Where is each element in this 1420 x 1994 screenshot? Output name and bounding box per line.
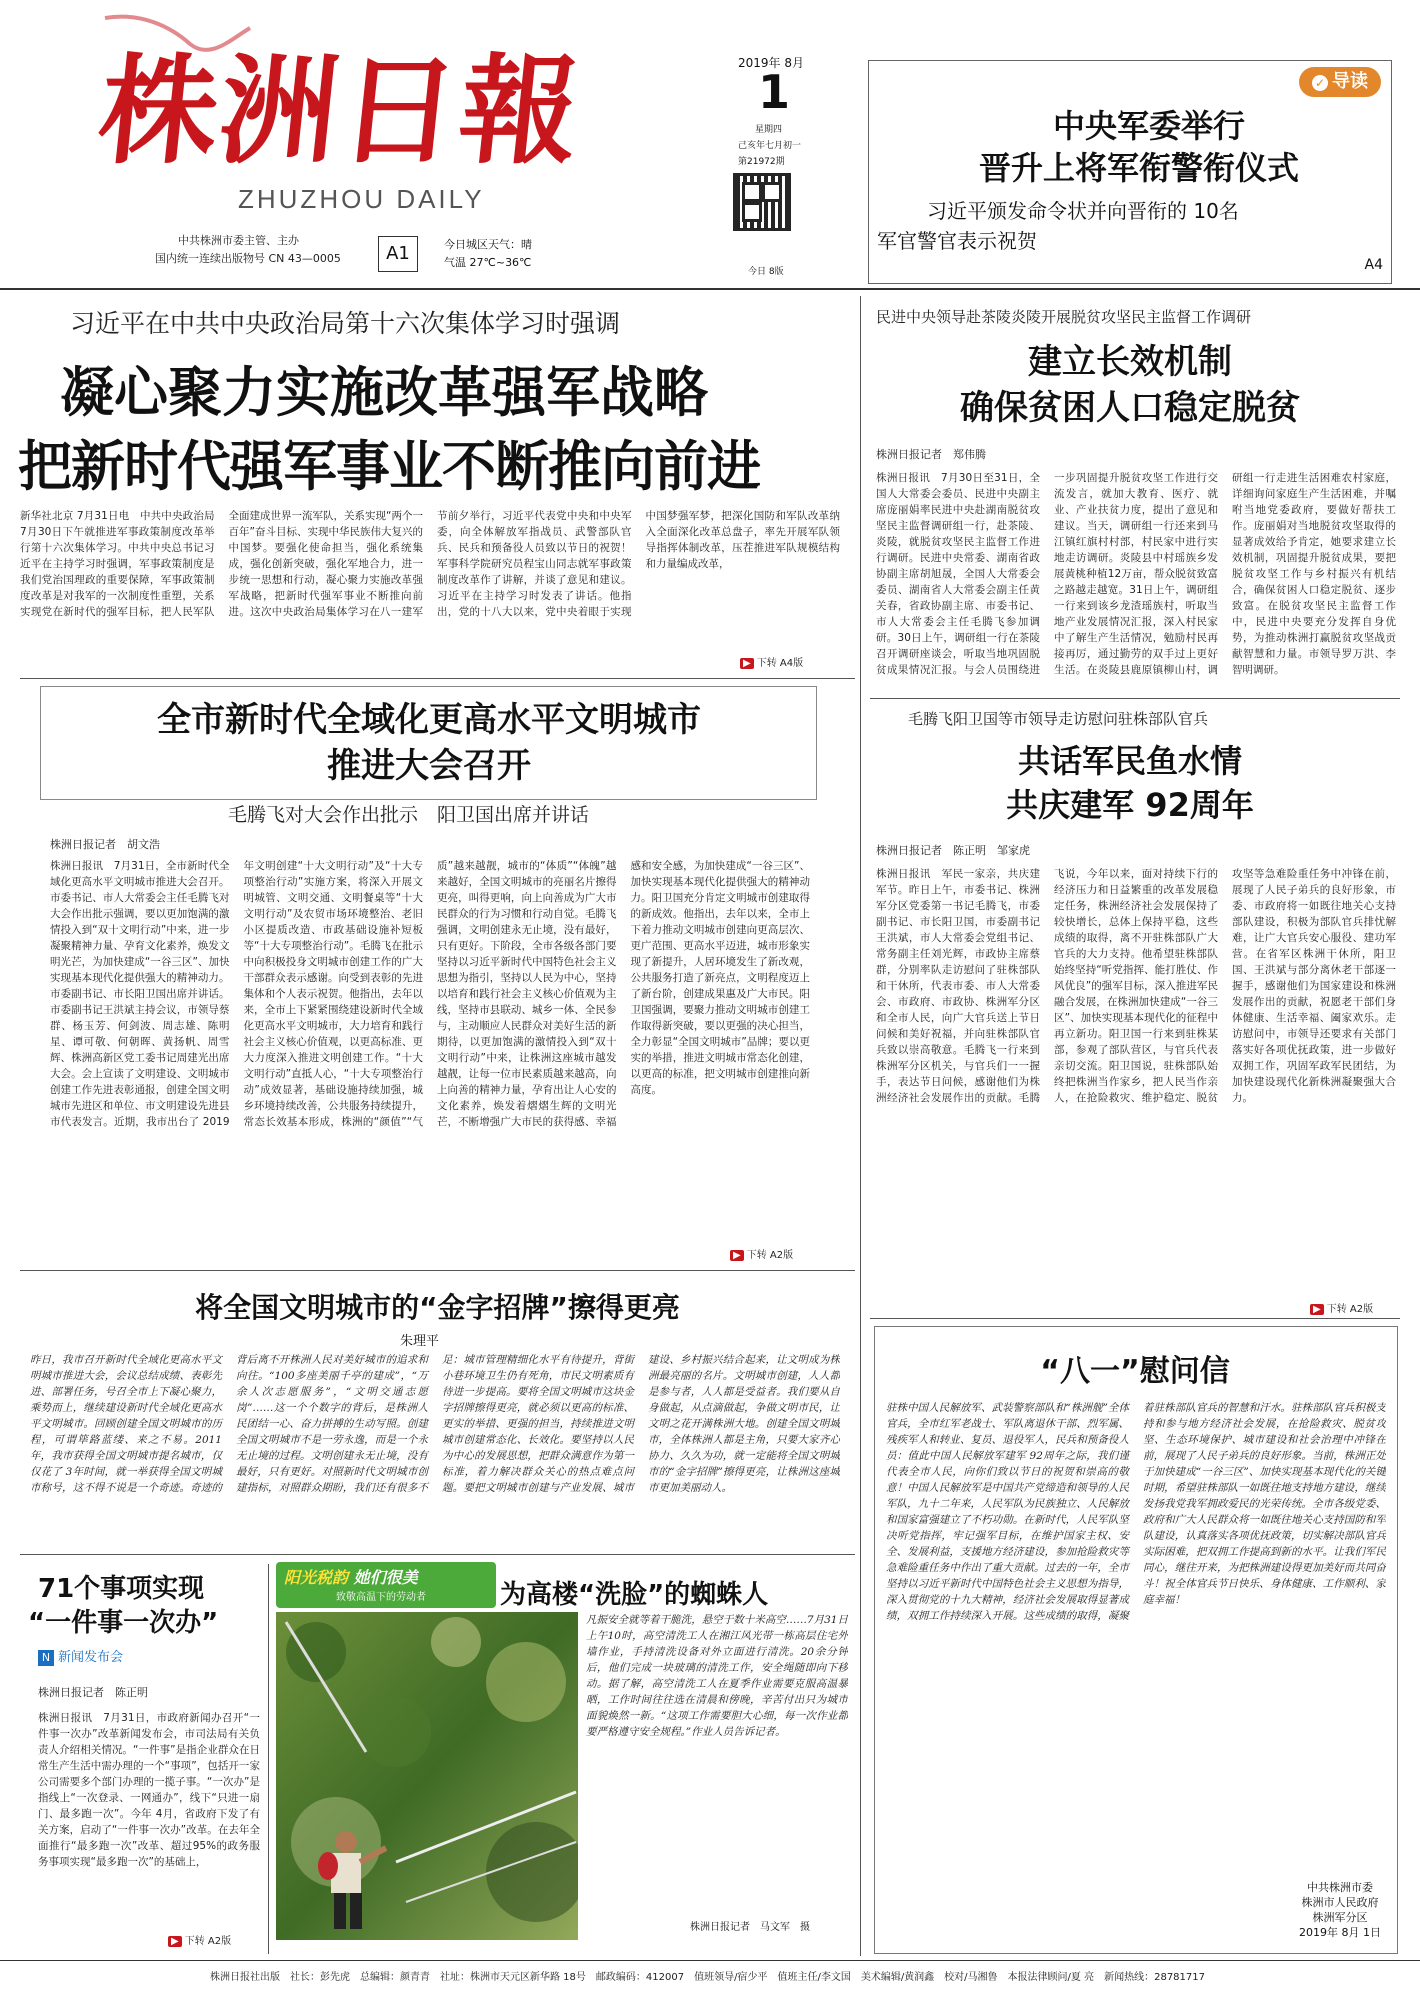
footer-rule [0,1960,1420,1961]
civil-title-2: 推进大会召开 [327,746,531,786]
letter-signatures [1290,1880,1390,1940]
commentary-body: 昨日，我市召开新时代全域化更高水平文明城市推进大会，会议总结成绩、表彰先进、部署任务，号召全市上下凝心聚力，乘势而上，继续建设新时代全域化更高水平文明城市。回顾创建全国文明城市的历程，可谓筚路蓝缕、来之不易。2011年，我市获得全国文明城市提名城市，仅仅花了 3年时间，就一举获得全国文明城市称号，这不得不说是一个奇迹。奇迹的背后离不开株洲人民对美好城市的追求和向往。“100多座美丽千亭的建成”，“万余人次志愿服务”，“文明交通志愿岗”……这一个个数字的背后，是株洲人民团结一心、奋力拼搏的生动写照。创建全国文明城市不是一劳永逸，而是一个永无止境的过程。文明创建永无止境，没有最好，只有更好。对照新时代文明城市创建指标，对照群众期盼，我们还有很多不足：城市管理精细化水平有待提升，背街小巷环境卫生仍有死角，市民文明素质有待进一步提高。要将全国文明城市这块金字招牌擦得更亮，就必须以更高的标准、更实的举措、更强的担当，持续推进文明城市创建常态化、长效化。要坚持以人民为中心的发展思想，把群众满意作为第一标准，着力解决群众关心的热点难点问题。要把文明城市创建与产业发展、城市建设、乡村振兴结合起来，让文明成为株洲最亮丽的名片。文明城市创建，人人都是参与者，人人都是受益者。我们要从自身做起，从点滴做起，争做文明市民，让文明之花开满株洲大地。创建全国文明城市，全体株洲人都是主角，只要大家齐心协力、久久为功，就一定能将全国文明城市的“金字招牌”擦得更亮，让株洲这座城市更加美丽动人。 [30,1354,840,1494]
poverty-rule [870,698,1400,699]
masthead [0,0,870,300]
civil-title-1: 全市新时代全域化更高水平文明城市 [157,700,701,740]
guide-subtitle-1: 习近平颁发命令状并向晋衔的 10名 [927,199,1239,223]
guide-page-ref: A4 [1364,257,1383,273]
issue-number: 第21972期 [738,157,785,167]
guide-title-1: 中央军委举行 [1052,107,1245,145]
temperature-text: 气温 27℃~36℃ [444,256,532,269]
lead-jump: ▶ 下转 A4版 [740,654,803,669]
footer-info: 株洲日报社出版 社长：彭先虎 总编辑：颜青青 社址：株洲市天元区新华路 18号 邮政编码：412007 值班领导/宿少平 值班主任/李文国 美术编辑/黄润鑫 校对/马湘鲁 本报法律顾问/夏 亮 新闻热线：28781717 [210,1972,1205,1983]
lead-kicker: 习近平在中共中央政治局第十六次集体学习时强调 [70,309,621,338]
news-label-icon: N [38,1650,54,1666]
continue-arrow-icon: ▶ [168,1936,182,1947]
continue-arrow-icon: ▶ [730,1250,744,1261]
signature-military: 株洲军分区 [1312,1911,1368,1924]
signature-party-committee: 中共株洲市委 [1307,1881,1373,1894]
onestop-title-2: “一件事一次办” [28,1608,219,1638]
right-column-rule [860,296,861,1956]
commentary-author: 朱理平 [400,1334,440,1349]
poverty-kicker: 民进中央领导赴茶陵炎陵开展脱贫攻坚民主监督工作调研 [876,308,1252,326]
logo-english: ZHUZHOU DAILY [238,184,485,214]
continue-arrow-icon: ▶ [1310,1304,1324,1315]
onestop-body: 株洲日报讯 7月31日，市政府新闻办召开“一件事一次办”改革新闻发布会，市司法局有关负责人介绍相关情况。“一件事”是指企业群众在日常生产生活中需办理的一个“事项”，包括开一家公司需要多个部门办理的一揽子事。“一次办”是指线上“一次登录、一网通办”，线下“只进一扇门、最多跑一次”。今年 4月，省政府下发了有关方案，启动了“一件事一次办”改革。在去年全面推行“最多跑一次”改革、超过95%的政务服务事项实现“最多跑一次”的基础上， [38,1712,260,1868]
civil-jump: ▶ 下转 A2版 [730,1246,793,1261]
lead-title-2: 把新时代强军事业不断推向前进 [18,435,760,498]
banner-line-1: 阳光税韵 她们很美 [284,1568,418,1587]
letter-body: 驻株中国人民解放军、武装警察部队和“株洲舰”全体官兵，全市红军老战士、军队离退休干部、烈军属、残疾军人和转业、复员、退役军人，民兵和预备役人员：值此中国人民解放军建军 92周年之际，我们谨代表全市人民，向你们致以节日的祝贺和崇高的敬意！中国人民解放军是中国共产党缔造和领导的人民军队，九十二年来，人民军队为民族独立、人民解放和国家富强建立了不朽功勋。在新时代，人民军队坚决听党指挥，牢记强军目标，在维护国家主权、安全、发展利益，支援地方经济建设，参加抢险救灾等急难险重任务中作出了重大贡献。过去的一年，全市坚持以习近平新时代中国特色社会主义思想为指导，深入贯彻党的十九大精神，经济社会发展取得显著成绩，双拥工作持续深入开展。这些成绩的取得，凝聚着驻株部队官兵的智慧和汗水。驻株部队官兵积极支持和参与地方经济社会发展，在抢险救灾、脱贫攻坚、生态环境保护、城市建设和社会治理中冲锋在前，展现了人民子弟兵的良好形象。当前，株洲正处于加快建成“一谷三区”、加快实现基本现代化的关键时期，希望驻株部队一如既往地支持地方建设，继续发扬我党我军拥政爱民的光荣传统。全市各级党委、政府和广大人民群众将一如既往地关心支持国防和军队建设，认真落实各项优抚政策，切实解决部队官兵实际困难，把双拥工作提高到新的水平。让我们军民同心，继往开来，为把株洲建设得更加美好而共同奋斗！祝全体官兵节日快乐、身体健康、工作顺利、家庭幸福！ [886,1402,1386,1622]
newspaper-logo: 株洲日報 [92,41,588,180]
commentary-rule [20,1554,855,1555]
spiderman-title: 为高楼“洗脸”的蜘蛛人 [500,1580,769,1610]
poverty-title-1: 建立长效机制 [1028,342,1232,382]
civil-body: 株洲日报讯 7月31日，全市新时代全域化更高水平文明城市推进大会召开。市委书记、市人大常委会主任毛腾飞对大会作出批示强调，要以更加饱满的激情投入到“双十文明行动”中来，进一步凝聚精神力量、孕育文化素养，焕发文明光芒，为加快建成“一谷三区”、加快实现基本现代化提供强大的精神动力。市委副书记、市长阳卫国出席并讲话。市委副书记王洪斌主持会议，市领导蔡群、杨玉芳、何剑波、周志雄、陈明星、谭可敬、何朝晖、黄扬帆、周雪辉、株洲高新区党工委书记周建光出席大会。会上宣读了文明建设、文明城市创建工作先进表彰通报，创建全国文明城市先进区和单位、市文明建设先进县市代表发言。近期，我市出台了 2019年文明创建“十大文明行动”及“十大专项整治行动”实施方案，将深入开展文明城管、文明交通、文明餐桌等“十大文明行动”及农贸市场环境整治、老旧小区提质改造、市政基础设施补短板等“十大专项整治行动”。毛腾飞在批示中向积极投身文明城市创建工作的广大干部群众表示感谢。向受到表彰的先进集体和个人表示祝贺。他指出，去年以来，全市上下紧紧围绕建设新时代全域化更高水平文明城市，大力培育和践行社会主义核心价值观，以更高标准、更大力度深入推进文明创建工作。“十大文明行动”直抵人心，“十大专项整治行动”成效显著，基础设施持续加强，城乡环境持续改善，公共服务持续提升，常态长效基本形成，株洲的“颜值”“气质”越来越靓，城市的“体质”“体魄”越来越好，全国文明城市的亮丽名片擦得更亮，叫得更响，向上向善成为广大市民群众的行为习惯和行动自觉。毛腾飞强调，文明创建永无止境，没有最好，只有更好。下阶段，全市各级各部门要坚持以习近平新时代中国特色社会主义思想为指引，坚持以人民为中心，坚持以培育和践行社会主义核心价值观为主线，坚持市县联动、城乡一体、全民参与，主动顺应人民群众对美好生活的新期待，以更加饱满的激情投入到“双十文明行动”中来，让株洲这座城市越发越靓，让每一位市民素质越来越高，向上向善的精神力量，孕育出让人心安的文化素养，焕发着熠熠生辉的文明光芒，不断增强广大市民的获得感、幸福感和安全感，为加快建成“一谷三区”、加快实现基本现代化提供强大的精神动力。阳卫国充分肯定文明城市创建取得的新成效。他指出，去年以来，全市上下着力推动文明城市创建向更高层次、更广范围、更高水平迈进，城市形象实现了新提升，人居环境发生了新改观，公共服务打造了新亮点，文明程度迈上了新台阶，创建成果惠及广大市民。阳卫国强调，要聚力推动文明城市创建工作取得新突破，要以更强的决心担当，全力彰显“全国文明城市”品牌；要以更实的举措，推进文明城市常态化创建，以更高的标准，把文明城市创建推向新高度。 [50,860,810,1128]
onestop-column-rule [268,1564,269,1954]
onestop-byline: 株洲日报记者 陈正明 [38,1686,148,1699]
army-rule [870,1318,1400,1319]
guide-badge: ✓ 导读 [1299,67,1381,97]
spiderman-photo [276,1612,578,1940]
army-body: 株洲日报讯 军民一家亲，共庆建军节。昨日上午，市委书记、株洲军分区党委第一书记毛腾飞，市委副书记、市长阳卫国，市委副书记王洪斌，市人大常委会党组书记、常务副主任刘光辉，市政协主席蔡群，分别率队走访慰问了驻株部队和干休所，代表市委、市人大常委会、市政府、市政协、株洲军分区和全市人民，向广大官兵送上节日问候和美好祝福，并向驻株部队官兵致以崇高敬意。毛腾飞一行来到株洲军分区机关，与官兵们一一握手，表达节日问候，感谢他们为株洲经济社会发展作出的贡献。毛腾飞说，今年以来，面对持续下行的经济压力和日益繁重的改革发展稳定任务，株洲经济社会发展保持了较快增长，总体上保持平稳，这些成绩的取得，离不开驻株部队广大官兵的大力支持。他希望驻株部队始终坚持“听党指挥、能打胜仗、作风优良”的强军目标，深入推进军民融合发展，在株洲加快建成“一谷三区”、加快实现基本现代化的征程中再立新功。阳卫国一行来到驻株某部，参观了部队营区，与官兵代表亲切交流。阳卫国说，驻株部队始终把株洲当作家乡，把人民当作亲人，在抢险救灾、维护稳定、脱贫攻坚等急难险重任务中冲锋在前，展现了人民子弟兵的良好形象，市委、市政府将一如既往地关心支持部队建设，积极为部队官兵排忧解难，让广大官兵安心服役、建功军营。在省军区株洲干休所，阳卫国、王洪斌与部分离休老干部逐一握手，感谢他们为国家建设和株洲发展作出的贡献，祝愿老干部们身体健康、生活幸福、阖家欢乐。走访慰问中，市领导还要求有关部门落实好各项优抚政策，进一步做好双拥工作，巩固军政军民团结，为加快建设现代化新株洲凝聚强大合力。 [876,868,1396,1104]
summer-banner [276,1562,496,1608]
weekday: 星期四 [755,125,783,135]
banner-line-2: 致敬高温下的劳动者 [336,1592,426,1603]
spiderman-caption: 凡振安全就等着干脆洗，悬空于数十米高空……7月31日上午10时，高空清洗工人在湘江风光带一栋高层住宅外墙作业，手持清洗设备对外立面进行清洗。20余分钟后，他们完成一块玻璃的清洗工作，安全绳随即向下移动。据了解，高空清洗工人在夏季作业需要克服高温暴晒，工作时间往往选在清晨和傍晚，辛苦付出只为城市面貌焕然一新。“这项工作需要胆大心细，每一次作业都要严格遵守安全规程。”作业人员告诉记者。 [586,1614,848,1738]
guide-box [868,60,1392,284]
army-title-1: 共话军民鱼水情 [1017,742,1242,780]
poverty-title-2: 确保贫困人口稳定脱贫 [960,388,1300,428]
qr-code [736,176,788,228]
poverty-byline: 株洲日报记者 郑伟腾 [876,448,986,461]
edition-count: 今日 8版 [748,267,784,277]
poverty-body: 株洲日报讯 7月30日至31日，全国人大常委会委员、民进中央副主席庞丽娟率民进中央赴湖南脱贫攻坚民主监督调研组一行，赴茶陵、炎陵，就脱贫攻坚民主监督工作进行调研。民进中央常委、湖南省政协副主席胡旭晟，全国人大常委会委员、湖南省人大常委会副主任黄关春，省政协副主席、市委书记、市人大常委会主任毛腾飞参加调研。30日上午，调研组一行在茶陵召开调研座谈会，听取当地巩固脱贫成果情况汇报。与会人员围绕进一步巩固提升脱贫攻坚工作进行交流发言，就加大教育、医疗、就业、产业扶贫力度，提出了意见和建议。当天，调研组一行还来到马江镇红旗村村部，村民家中进行实地走访调研。炎陵县中村瑶族乡发展黄桃种植12万亩，帮众脱贫致富之路越走越宽。31日上午，调研组一行来到该乡龙渣瑶族村，听取当地产业发展情况汇报，深入村民家中了解生产生活情况，勉励村民再接再厉，通过勤劳的双手过上更好生活。在炎陵县鹿原镇柳山村，调研组一行走进生活困难农村家庭，详细询问家庭生产生活困难，并嘱咐当地党委政府，要做好帮扶工作。庞丽娟对当地脱贫攻坚取得的显著成效给予肯定，她要求建立长效机制，巩固提升脱贫成果，要把脱贫攻坚工作与乡村振兴有机结合，确保贫困人口稳定脱贫、逐步致富。在脱贫攻坚民主监督工作中，民进中央要充分发挥自身优势，为推动株洲打赢脱贫攻坚战贡献智慧和力量。市领导罗万洪、李智明调研。 [876,472,1396,676]
onestop-title-1: 71个事项实现 [38,1574,205,1604]
letter-date: 2019年 8月 1日 [1299,1926,1381,1939]
masthead-cn-number: 国内统一连续出版物号 CN 43—0005 [155,252,341,265]
commentary-title: 将全国文明城市的“金字招牌”擦得更亮 [195,1291,680,1324]
letter-title: “八一”慰问信 [1040,1354,1230,1389]
signature-government: 株洲市人民政府 [1301,1896,1379,1909]
lead-body: 新华社北京 7月31日电 中共中央政治局 7月30日下午就推进军事政策制度改革举行第十六次集体学习。中共中央总书记习近平在主持学习时强调，军事政策制度是我们党治国理政的重要保障，军事政策制度改革是对我军的一次制度性重塑，关系实现党在新时代的强军目标，把人民军队全面建成世界一流军队，关系实现“两个一百年”奋斗目标、实现中华民族伟大复兴的中国梦。要强化使命担当，强化系统集成，强化创新突破，强化军地合力，进一步统一思想和行动，凝心聚力实施改革强军战略，把新时代强军事业不断推向前进。这次中央政治局集体学习在八一建军节前夕举行，习近平代表党中央和中央军委，向全体解放军指战员、武警部队官兵、民兵和预备役人员致以节日的祝贺！军事科学院研究员程宝山同志就军事政策制度改革作了讲解，并谈了意见和建议。习近平在主持学习时发表了讲话。他指出，党的十八大以来，党中央着眼于实现中国梦强军梦，把深化国防和军队改革纳入全面深化改革总盘子，率先开展军队领导指挥体制改革，压茬推进军队规模结构和力量编成改革， [20,510,840,618]
continue-arrow-icon: ▶ [740,658,754,669]
army-jump: ▶ 下转 A2版 [1310,1300,1373,1315]
lead-rule [20,678,855,679]
weather-text: 今日城区天气：晴 [444,238,532,251]
masthead-org: 中共株洲市委主管、主办 [178,234,299,247]
army-byline: 株洲日报记者 陈正明 邹家虎 [876,844,1030,857]
civil-rule [20,1270,855,1271]
civil-subtitle: 毛腾飞对大会作出批示 阳卫国出席并讲话 [228,804,590,826]
lead-title-1: 凝心聚力实施改革强军战略 [60,361,708,424]
cleaning-brush [318,1852,338,1880]
guide-arrow-icon: ✓ [1312,75,1328,91]
guide-subtitle-2: 军官警官表示祝贺 [877,229,1037,253]
civil-byline: 株洲日报记者 胡文浩 [50,838,160,851]
date-year-month: 2019年 8月 [738,56,804,70]
date-day: 1 [758,65,791,119]
masthead-rule [0,288,1420,290]
photo-credit: 株洲日报记者 马文军 摄 [690,1922,810,1933]
onestop-jump: ▶ 下转 A2版 [168,1932,231,1947]
page-badge: A1 [378,236,418,272]
lunar-date: 己亥年七月初一 [738,141,802,151]
onestop-label: N 新闻发布会 [38,1646,123,1666]
guide-title-2: 晋升上将军衔警衔仪式 [978,149,1299,187]
army-title-2: 共庆建军 92周年 [1006,786,1254,824]
army-kicker: 毛腾飞阳卫国等市领导走访慰问驻株部队官兵 [908,710,1209,728]
